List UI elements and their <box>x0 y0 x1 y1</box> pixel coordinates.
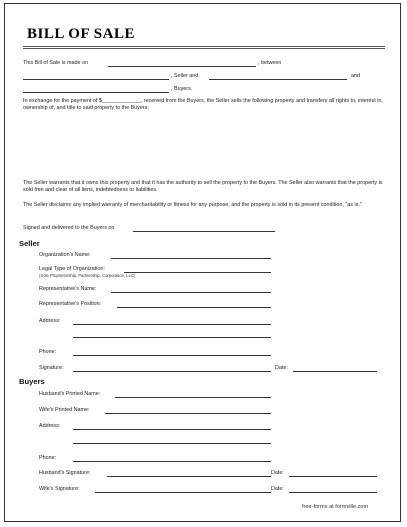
date-made-field[interactable] <box>108 66 256 67</box>
buyers-address-field-2[interactable] <box>73 443 271 444</box>
title-rule-top <box>23 46 385 47</box>
exchange-paragraph: In exchange for the payment of $_____________, received from the Buyers, the Seller sells the following property and transfers all rights to, interest in, ownership of, and title to said property to the Buyers: <box>23 98 383 111</box>
buyers-address-label: Address: <box>39 423 61 429</box>
husband-name-field[interactable] <box>115 397 271 398</box>
husband-name-label: Husband's Printed Name: <box>39 391 101 397</box>
wife-signature-label: Wife's Signature: <box>39 486 80 492</box>
bill-of-sale-page <box>4 3 401 522</box>
husband-date-field[interactable] <box>289 476 377 477</box>
wife-name-field[interactable] <box>105 413 271 414</box>
intro-and: and <box>351 73 360 79</box>
husband-signature-field[interactable] <box>107 476 271 477</box>
husband-date-label: Date: <box>271 470 284 476</box>
intro-made-on: This Bill of Sale is made on <box>23 60 89 66</box>
delivery-date-field[interactable] <box>133 231 275 232</box>
buyer-2-name-field[interactable] <box>23 92 169 93</box>
seller-org-name-field[interactable] <box>111 258 271 259</box>
signed-delivered-label: Signed and delivered to the Buyers on <box>23 225 115 231</box>
seller-name-field[interactable] <box>23 79 169 80</box>
buyers-address-field-1[interactable] <box>73 429 271 430</box>
seller-phone-field[interactable] <box>73 355 271 356</box>
wife-name-label: Wife's Printed Name: <box>39 407 90 413</box>
seller-address-label: Address: <box>39 318 61 324</box>
seller-address-field-1[interactable] <box>73 324 271 325</box>
seller-heading: Seller <box>19 239 40 248</box>
wife-date-field[interactable] <box>289 492 377 493</box>
seller-rep-name-label: Representative's Name: <box>39 286 97 292</box>
wife-signature-field[interactable] <box>95 492 271 493</box>
buyers-phone-field[interactable] <box>73 461 271 462</box>
footer-credit: free-forms at formville.com <box>302 504 369 510</box>
seller-org-type-label: Legal Type of Organization: <box>39 266 105 272</box>
seller-date-field[interactable] <box>293 371 377 372</box>
buyers-heading: Buyers <box>19 377 45 386</box>
intro-between: , between <box>258 60 282 66</box>
intro-buyers: , Buyers. <box>171 86 193 92</box>
wife-date-label: Date: <box>271 486 284 492</box>
disclaimer-paragraph: The Seller disclaims any implied warranty of merchantability or fitness for any purpose, and the property is sold in its present condition, "as is." <box>23 202 362 208</box>
title-rule-bottom <box>23 48 385 49</box>
warranty-paragraph: The Seller warrants that it owns this property and that it has the authority to sell the property to the Buyers. The Seller also warrants that the property is sold free and clear of all liens, indebtedness or liabilities. <box>23 180 383 193</box>
seller-org-name-label: Organization's Name: <box>39 252 91 258</box>
page-title: BILL OF SALE <box>27 26 135 42</box>
seller-signature-field[interactable] <box>73 371 271 372</box>
seller-address-field-2[interactable] <box>73 337 271 338</box>
seller-signature-label: Signature: <box>39 365 64 371</box>
seller-org-type-field[interactable] <box>124 272 271 273</box>
seller-phone-label: Phone: <box>39 349 57 355</box>
seller-org-type-hint: (Sole Proprietorship, Partnership, Corporation, LLC) <box>39 273 136 278</box>
buyer-1-name-field[interactable] <box>209 79 347 80</box>
intro-seller-and: , Seller and <box>171 73 199 79</box>
husband-signature-label: Husband's Signature: <box>39 470 91 476</box>
buyers-phone-label: Phone: <box>39 455 57 461</box>
seller-rep-position-field[interactable] <box>117 307 271 308</box>
seller-rep-name-field[interactable] <box>111 292 271 293</box>
seller-rep-position-label: Representative's Position: <box>39 301 102 307</box>
seller-date-label: Date: <box>275 365 288 371</box>
